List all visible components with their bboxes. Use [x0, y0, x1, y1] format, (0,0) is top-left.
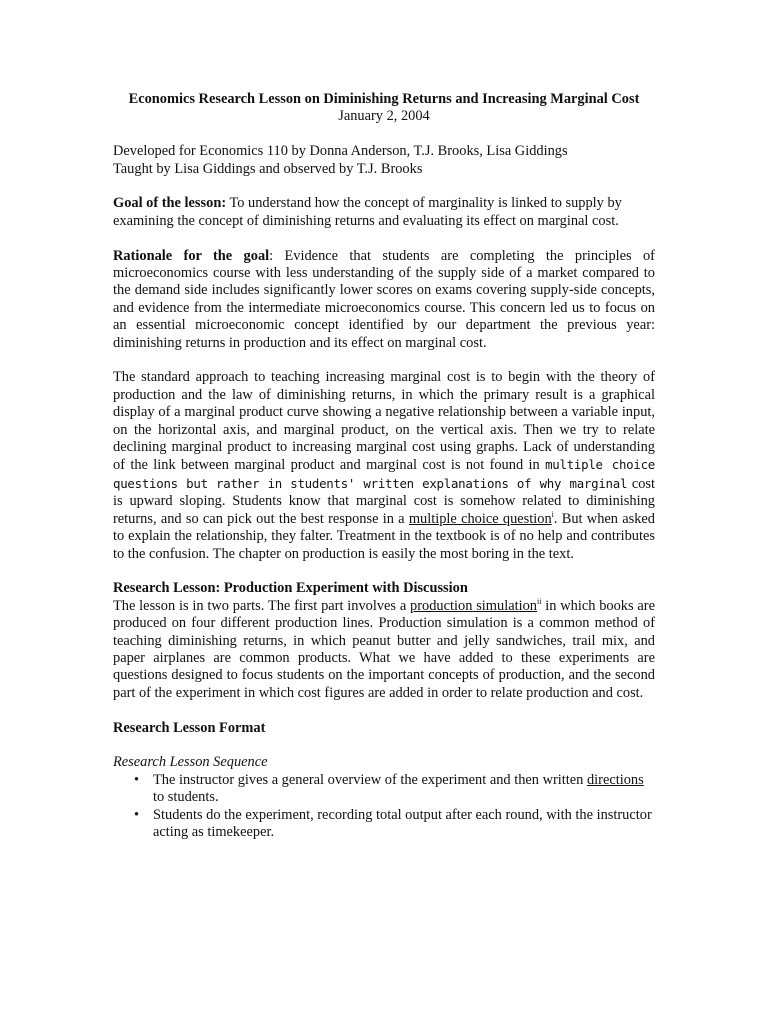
- footnote-ref-i[interactable]: i: [551, 509, 554, 519]
- list-item-text: The instructor gives a general overview of the experiment and then written: [153, 771, 587, 788]
- format-heading: Research Lesson Format: [113, 719, 266, 736]
- footnote-ref-ii[interactable]: ii: [536, 596, 542, 606]
- research-lesson-text-2: in which books are produced on four different production lines. Production simulation is a common method of teaching diminishing returns, in which peanut butter and jelly sandwiches, trail mix, and paper airplanes are common products. What we have added to these experiments are questions designed to focus students on the important concepts of production, and the second part of the experiment in which cost figures are added in order to relate production and cost.: [113, 597, 655, 701]
- document-date: January 2, 2004: [338, 108, 430, 125]
- list-item: [113, 772, 655, 807]
- directions-link[interactable]: directions: [586, 771, 644, 788]
- goal-text: To understand how the concept of marginality is linked to supply by examining the concept of diminishing returns and evaluating its effect on marginal cost.: [113, 195, 622, 229]
- credits-developed: Developed for Economics 110 by Donna Anderson, T.J. Brooks, Lisa Giddings: [113, 143, 568, 160]
- research-lesson-paragraph: [113, 598, 655, 702]
- document-title: Economics Research Lesson on Diminishing Returns and Increasing Marginal Cost: [128, 91, 640, 107]
- list-item-text: Students do the experiment, recording total output after each round, with the instructor acting as timekeeper.: [153, 806, 652, 840]
- standard-approach-paragraph: [113, 369, 655, 562]
- standard-text-3: cost is upward sloping. Students know that marginal cost is somehow related to diminishing returns, and so can pick out the best response in a: [113, 475, 656, 527]
- research-lesson-heading: Research Lesson: Production Experiment with Discussion: [113, 580, 468, 597]
- multiple-choice-question-link[interactable]: multiple choice question: [408, 510, 552, 527]
- standard-text-4: . But when asked to explain the relationship, they falter. Treatment in the textbook is of no help and contributes to the confusion. The chapter on production is easily the most boring in the text.: [113, 510, 655, 562]
- goal-paragraph: [113, 195, 655, 230]
- list-item: [113, 807, 655, 842]
- credits-taught: Taught by Lisa Giddings and observed by T.J. Brooks: [113, 160, 423, 177]
- bullet-icon: •: [134, 771, 140, 788]
- rationale-label: Rationale for the goal: [113, 247, 270, 264]
- research-lesson-text-1: The lesson is in two parts. The first part involves a: [113, 597, 411, 614]
- rationale-text: : Evidence that students are completing the principles of microeconomics course with less understanding of the supply side of a market compared to the demand side includes significantly lower scores on exams covering supply-side concepts, and evidence from the intermediate microeconomics course. This concern led us to focus on an essential microeconomic concept identified by our department the previous year: diminishing returns in production and its effect on marginal cost.: [113, 247, 655, 351]
- sequence-list: [113, 772, 655, 842]
- bullet-icon: •: [134, 806, 140, 823]
- standard-text-2: multiple choice questions but rather in students' written explanations of why marginal: [113, 457, 655, 491]
- goal-label: Goal of the lesson:: [113, 195, 227, 212]
- document-body: [113, 91, 655, 841]
- standard-text-1: The standard approach to teaching increasing marginal cost is to begin with the theory of production and the law of diminishing returns, in which the primary result is a graphical display of a marginal product curve showing a negative relationship between a variable input, on the horizontal axis, and marginal product, on the vertical axis. Then we try to relate declining marginal product to increasing marginal cost using graphs. Lack of understanding of the link between marginal product and marginal cost is not found in: [113, 369, 655, 474]
- rationale-paragraph: [113, 248, 655, 352]
- production-simulation-link[interactable]: production simulation: [410, 597, 537, 614]
- list-item-text-end: to students.: [153, 789, 219, 806]
- sequence-subheading: Research Lesson Sequence: [113, 754, 268, 771]
